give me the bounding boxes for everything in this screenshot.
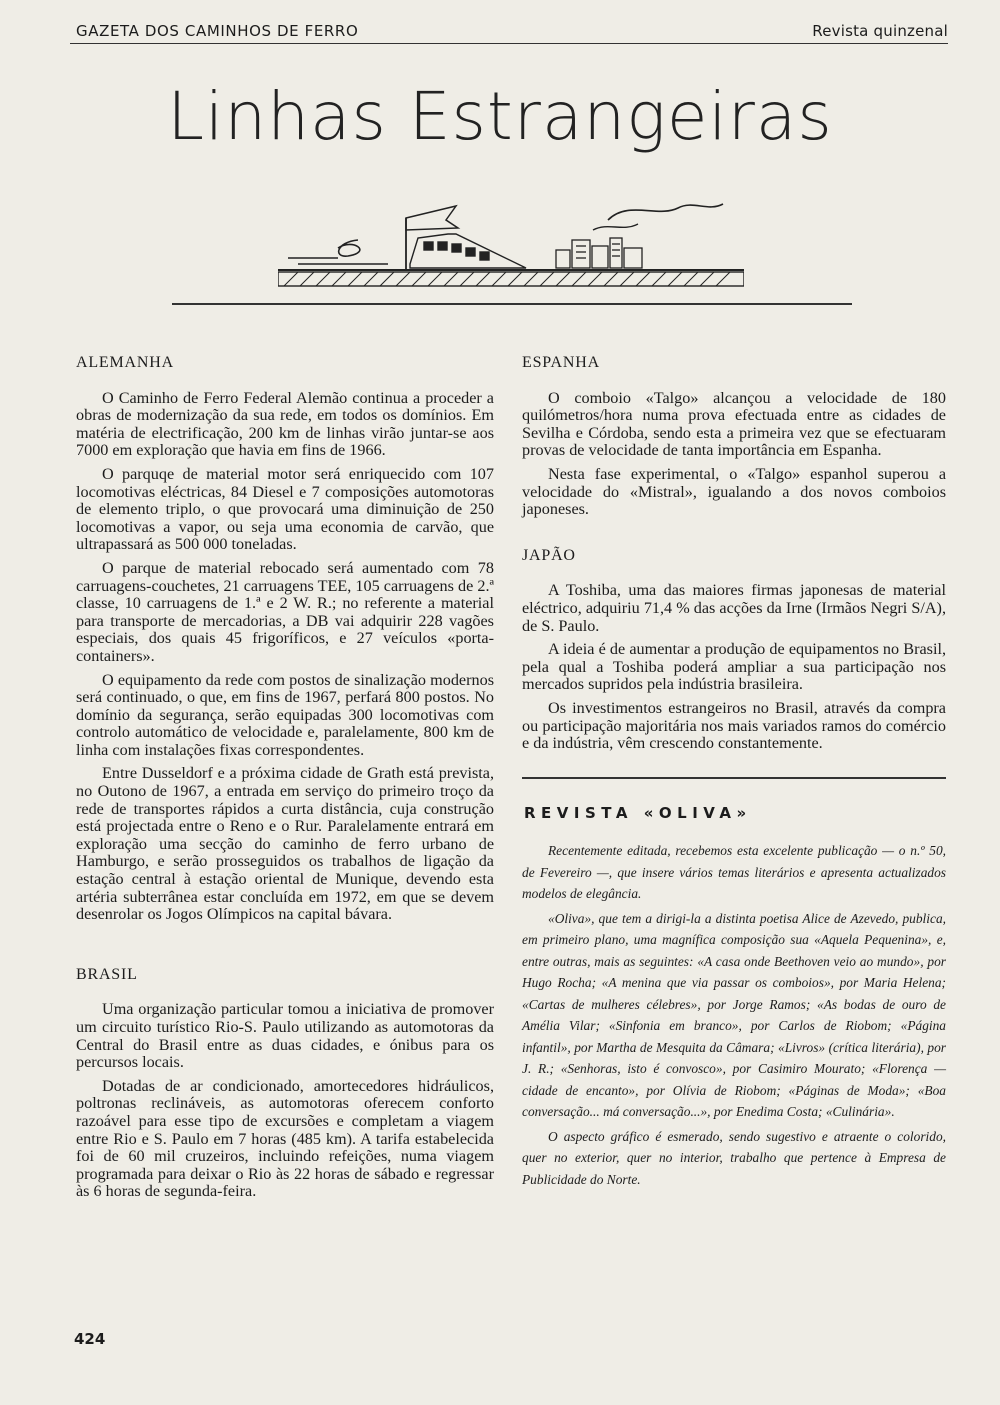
paragraph: Os investimentos estrangeiros no Brasil, através da compra ou participação majoritária nos mais variados ramos do comércio e da indústria, vêm crescendo constantemente.: [522, 698, 946, 753]
paragraph: O parquqe de material motor será enriquecido com 107 locomotivas eléctricas, 84 Diesel e 7 composições automotoras de elemento triplo, o que provocará uma diminuição de 250 locomotivas a vapor, ou seja uma economia de carvão, que ultrapassará as 500 000 toneladas.: [76, 464, 494, 554]
page-number: 424: [74, 1330, 106, 1348]
header-rule: [70, 43, 948, 44]
paragraph: A Toshiba, uma das maiores firmas japonesas de material eléctrico, adquiriu 71,4 % das acções da Irne (Irmãos Negri S/A), de S. Paulo.: [522, 581, 946, 635]
paragraph: Uma organização particular tomou a iniciativa de promover um circuito turístico Rio-S. Paulo utilizando as automotoras da Central do Brasil entre as duas cidades, e ónibus para os percursos locais.: [76, 1000, 494, 1072]
paragraph: O comboio «Talgo» alcançou a velocidade de 180 quilómetros/hora numa prova efectuada entre as cidades de Sevilha e Córdoba, sendo esta a primeira vez que se efectuaram provas de velocidade de tanta importância em Espanha.: [522, 388, 946, 460]
publication-frequency: Revista quinzenal: [812, 22, 948, 40]
paragraph: Dotadas de ar condicionado, amortecedores hidráulicos, poltronas reclináveis, as automotoras oferecem conforto razoável para esse tipo de excursões e completam a viagem entre Rio e S. Paulo em 7 horas (485 km). A tarifa estabelecida foi de 60 mil cruzeiros, incluindo refeições, numa viagem programada para deixar o Rio às 22 horas de sábado e regressar às 6 horas de segunda-feira.: [76, 1076, 494, 1201]
oliva-article: [522, 840, 946, 1190]
train-illustration: [278, 190, 744, 290]
paragraph: O equipamento da rede com postos de sinalização modernos será continuado, o que, em fins de 1967, perfará 800 postos. No domínio da segurança, serão equipadas 300 locomotivas com controlo automático de velocidade e, paralelamente, 800 km de linha com instalações fixas correspondentes.: [76, 670, 494, 759]
title-rule: [172, 303, 852, 305]
section-heading-japao: JAPÃO: [522, 546, 576, 564]
section-heading-espanha: ESPANHA: [522, 354, 600, 371]
section-rule: [522, 777, 946, 779]
paragraph: O parque de material rebocado será aumentado com 78 carruagens-couchetes, 21 carruagens TEE, 105 carruagens de 2.ª classe, 10 carruagens de 1.ª e 2 W. R.; no referente a material para transporte de mercadorias, a DB vai adquirir 228 vagões especiais, dos quais 45 frigoríficos, e 27 veículos «porta-containers».: [76, 558, 494, 665]
left-column: [76, 354, 494, 1207]
page-title: Linhas Estrangeiras: [167, 78, 833, 155]
paragraph: Entre Dusseldorf e a próxima cidade de Grath está prevista, no Outono de 1967, a entrada em serviço do primeiro troço da rede de transportes rápidos a curta distância, cuja construção está projectada entre o Reno e o Rur. Paralelamente entrará em exploração uma secção do caminho de ferro urbano de Hamburgo, e serão prosseguidos os trabalhos de ligação da estação central à estação oriental de Munique, devendo esta artéria subterrânea estar concluída em 1972, em que se devem desenrolar os Jogos Olímpicos na capital bávara.: [76, 764, 494, 924]
running-header: [76, 20, 948, 44]
publication-name: GAZETA DOS CAMINHOS DE FERRO: [76, 22, 359, 40]
paragraph: O aspecto gráfico é esmerado, sendo sugestivo e atraente o colorido, quer no exterior, quer no interior, trabalho que pertence à Empresa de Publicidade do Norte.: [522, 1128, 946, 1187]
paragraph: O Caminho de Ferro Federal Alemão continua a proceder a obras de modernização da sua rede, em todos os domínios. Em matéria de electrificação, 200 km de linhas virão juntar-se aos 7000 em exploração que havia em fins de 1966.: [76, 388, 494, 460]
section-heading-alemanha: ALEMANHA: [76, 354, 174, 371]
right-column: [522, 354, 946, 1193]
paragraph: Recentemente editada, recebemos esta excelente publicação — o n.º 50, de Fevereiro —, que insere vários temas literários e apresenta actualizados modelos de elegância.: [522, 843, 946, 902]
paragraph: «Oliva», que tem a dirigi-la a distinta poetisa Alice de Azevedo, publica, em primeiro plano, uma magnífica composição sua «Aquela Pequenina», e, entre outras, mais as seguintes: «A casa onde Beethoven veio ao mundo», por Hugo Rocha; «A menina que via passar os comboios», por Maria Helena; «Cartas de mulheres célebres», por Jorge Ramos; «As bodas de ouro de Amélia Vilar; «Sinfonia em branco», por Carlos de Riobom; «Página infantil», por Martha de Mesquita da Câmara; «Livros» (crítica literária), por J. R.; «Senhoras, isto é convosco», por Casimiro Mourato; «Florença — cidade de encanto», por Olívia de Riobom; «Páginas de Moda»; «Boa conversação... má conversação...», por Enedima Costa; «Culinária».: [522, 910, 946, 1120]
paragraph: Nesta fase experimental, o «Talgo» espanhol superou a velocidade do «Mistral», igualando a dos novos comboios japoneses.: [522, 464, 946, 519]
section-heading-brasil: BRASIL: [76, 965, 138, 983]
paragraph: A ideia é de aumentar a produção de equipamentos no Brasil, pela qual a Toshiba poderá ampliar a sua participação nos mercados supridos pela indústria brasileira.: [522, 640, 946, 694]
section-heading-revista-oliva: REVISTA «OLIVA»: [524, 803, 752, 822]
